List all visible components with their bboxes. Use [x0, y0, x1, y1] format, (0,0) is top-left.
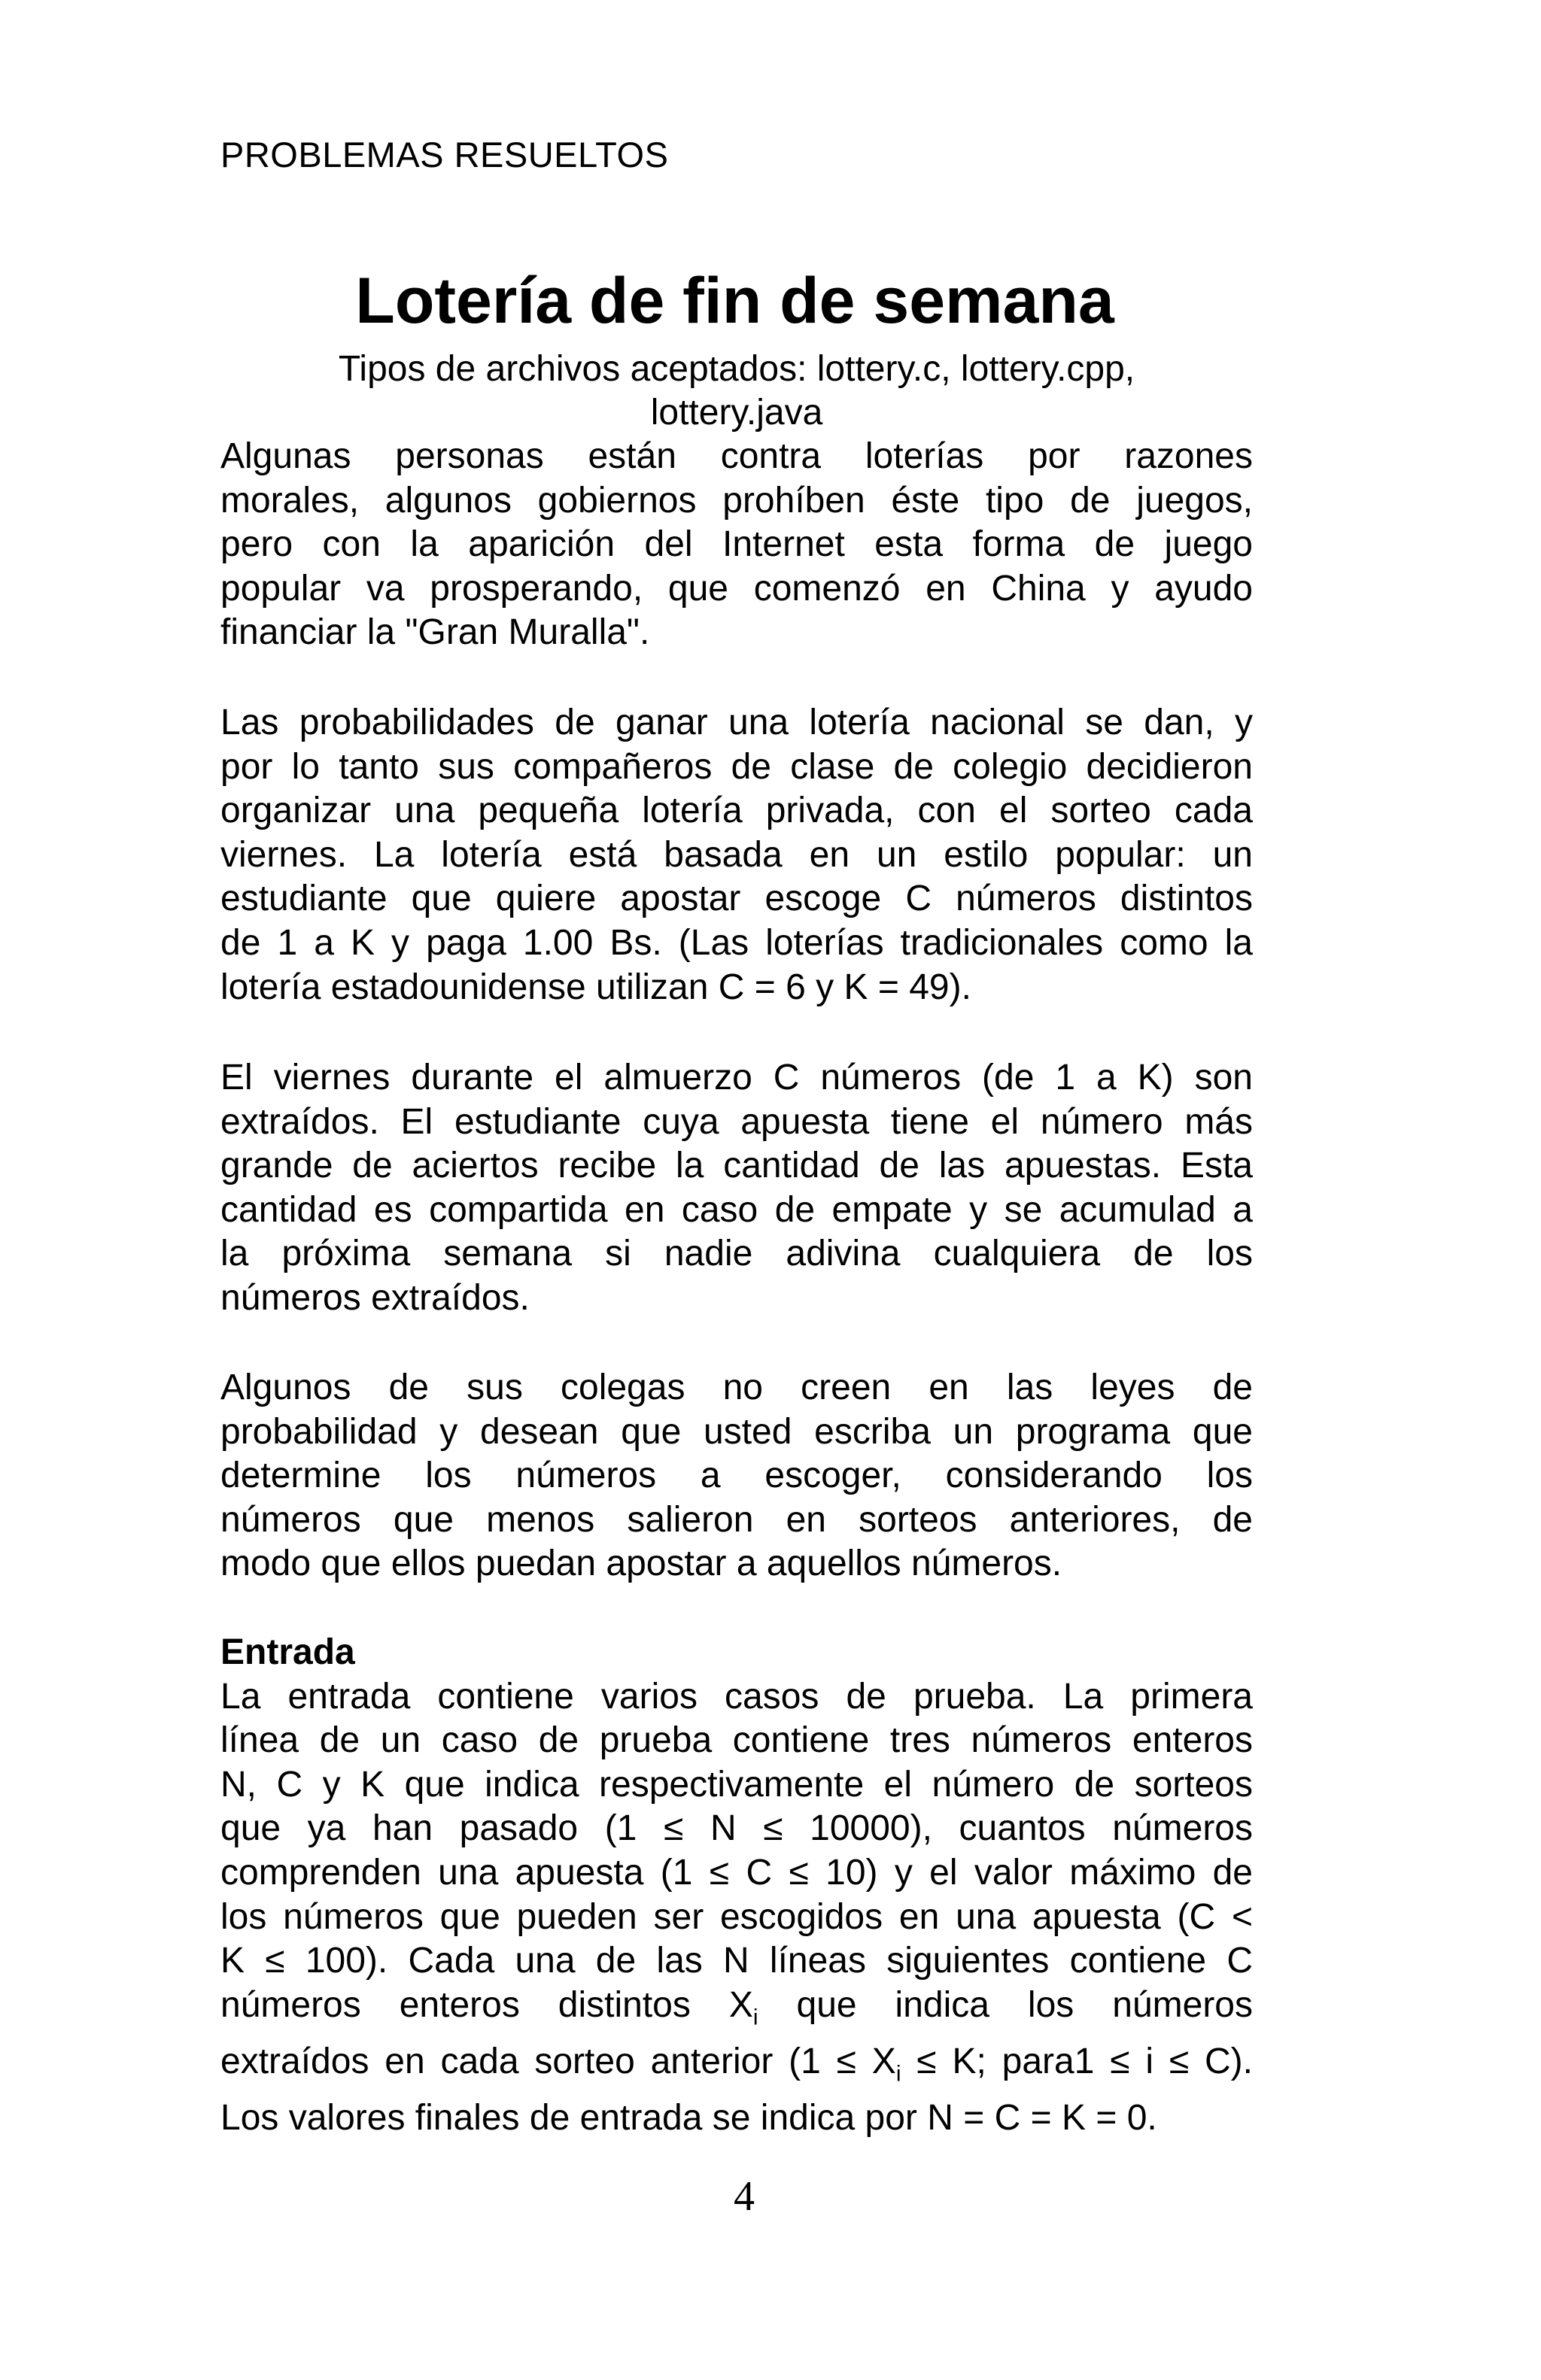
text-line: Algunos de sus colegas no creen en las leyes de: [220, 1368, 1253, 1407]
problem-title: [0, 263, 1541, 338]
text-line: que ya han pasado (1 ≤ N ≤ 10000), cuantos números: [220, 1808, 1253, 1849]
text-line: Los valores finales de entrada se indica por N = C = K = 0.: [220, 2098, 1157, 2139]
text-line: de 1 a K y paga 1.00 Bs. (Las loterías tradicionales como la: [220, 922, 1253, 963]
paragraph-colleagues: [220, 1366, 1253, 1586]
text-line: K ≤ 100). Cada una de las N líneas siguientes contiene C: [220, 1941, 1253, 1981]
paragraph-intro: [220, 435, 1253, 655]
text-fragment: ≤ K; para1 ≤ i ≤ C).: [901, 2041, 1253, 2081]
text-line: la próxima semana si nadie adivina cualquiera de los: [220, 1234, 1253, 1274]
text-fragment: números enteros distintos X: [220, 1984, 753, 2025]
text-line-with-subscript: [220, 2040, 1253, 2096]
section-heading-entrada: Entrada: [220, 1632, 355, 1672]
text-line: financiar la "Gran Muralla".: [220, 612, 650, 653]
paragraph-probabilities: [220, 701, 1253, 1009]
page-number: [0, 2172, 1541, 2221]
text-line: probabilidad y desean que usted escriba un programa que: [220, 1411, 1253, 1452]
paragraph-friday-draw: [220, 1056, 1253, 1321]
text-line: Las probabilidades de ganar una lotería nacional se dan, y: [220, 703, 1253, 742]
section-entrada: [220, 1631, 1253, 2141]
text-line: pero con la aparición del Internet esta forma de juego: [220, 524, 1253, 565]
text-line: determine los números a escoger, considerando los: [220, 1456, 1253, 1496]
text-line: línea de un caso de prueba contiene tres números enteros: [220, 1720, 1253, 1761]
text-line-with-subscript: [220, 1984, 1253, 2040]
text-line: grande de aciertos recibe la cantidad de las apuestas. Esta: [220, 1146, 1253, 1186]
text-line: popular va prosperando, que comenzó en China y ayudo: [220, 568, 1253, 609]
text-line: modo que ellos puedan apostar a aquellos números.: [220, 1544, 1062, 1584]
accepted-file-types: [220, 348, 1253, 435]
text-line: N, C y K que indica respectivamente el número de sorteos: [220, 1764, 1253, 1805]
text-fragment: extraídos en cada sorteo anterior (1 ≤ X: [220, 2041, 896, 2081]
file-types-line: lottery.java: [650, 393, 823, 433]
text-fragment: que indica los números: [758, 1984, 1254, 2025]
text-line: comprenden una apuesta (1 ≤ C ≤ 10) y el valor máximo de: [220, 1852, 1253, 1893]
page-number-text: 4: [734, 2173, 755, 2220]
text-line: extraídos. El estudiante cuya apuesta tiene el número más: [220, 1101, 1253, 1142]
text-line: los números que pueden ser escogidos en una apuesta (C <: [220, 1896, 1253, 1937]
file-types-line: Tipos de archivos aceptados: lottery.c, lottery.cpp,: [338, 349, 1135, 389]
subscript-i: i: [895, 2061, 901, 2087]
text-line: organizar una pequeña lotería privada, con el sorteo cada: [220, 791, 1253, 831]
text-line: lotería estadounidense utilizan C = 6 y K = 49).: [220, 967, 971, 1007]
text-line: estudiante que quiere apostar escoge C números distintos: [220, 879, 1253, 919]
text-line: por lo tanto sus compañeros de clase de colegio decidieron: [220, 746, 1253, 787]
subscript-i: i: [752, 2005, 758, 2030]
text-line: Algunas personas están contra loterías por razones: [220, 436, 1253, 476]
running-header: PROBLEMAS RESUELTOS: [220, 135, 669, 175]
text-line: La entrada contiene varios casos de prueba. La primera: [220, 1676, 1253, 1717]
text-line: El viernes durante el almuerzo C números (de 1 a K) son: [220, 1058, 1253, 1097]
text-line: números extraídos.: [220, 1277, 530, 1318]
text-line: viernes. La lotería está basada en un estilo popular: un: [220, 834, 1253, 875]
text-line: morales, algunos gobiernos prohíben éste tipo de juegos,: [220, 480, 1253, 521]
text-line: números que menos salieron en sorteos anteriores, de: [220, 1499, 1253, 1540]
text-line: cantidad es compartida en caso de empate y se acumulad a: [220, 1189, 1253, 1230]
problem-title-text: Lotería de fin de semana: [355, 265, 1114, 337]
